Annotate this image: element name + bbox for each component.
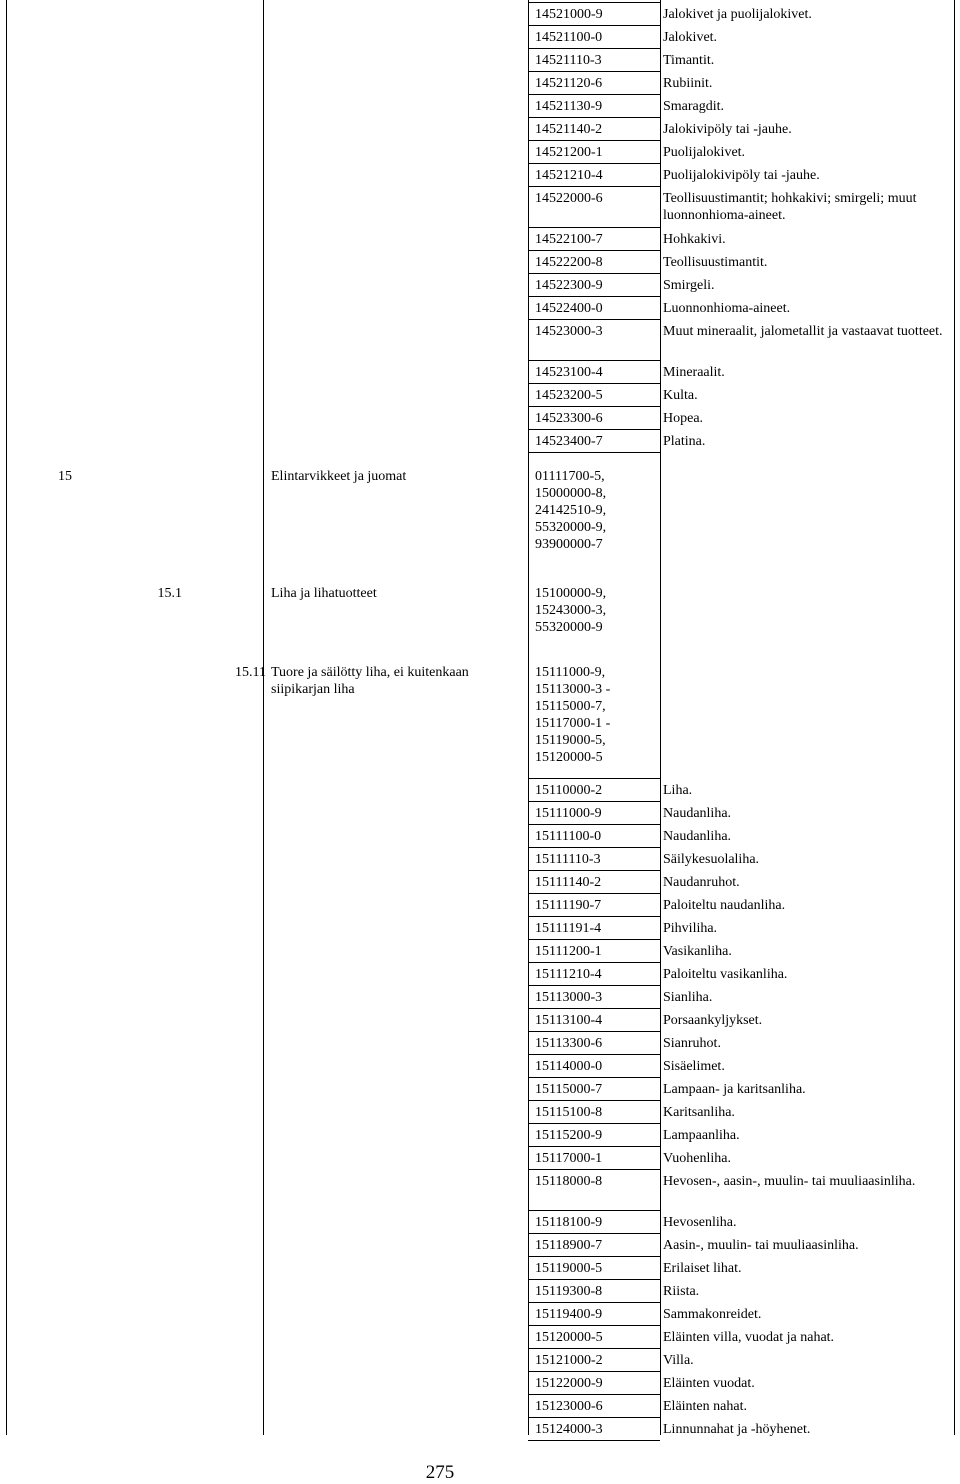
- row-divider: [528, 406, 660, 407]
- row-divider: [528, 916, 660, 917]
- cpv-code: 15114000-0: [535, 1059, 603, 1074]
- cpv-code: 15111100-0: [535, 829, 602, 844]
- cpv-code: 14523200-5: [535, 388, 603, 403]
- cpv-code: 14523000-3: [535, 324, 603, 339]
- cpv-description: Eläinten villa, vuodat ja nahat.: [663, 1330, 835, 1345]
- cpv-description: Villa.: [663, 1353, 694, 1368]
- cpv-code: 15111190-7: [535, 898, 602, 913]
- category-codes: 01111700-5, 15000000-8, 24142510-9, 55320000-9, 93900000-7: [535, 469, 607, 552]
- cpv-description: Smaragdit.: [663, 99, 725, 114]
- row-divider: [528, 962, 660, 963]
- cpv-code: 14521110-3: [535, 53, 602, 68]
- cpv-description: Sammakonreidet.: [663, 1307, 762, 1322]
- row-divider: [528, 250, 660, 251]
- row-divider: [528, 273, 660, 274]
- row-divider: [528, 140, 660, 141]
- row-divider: [528, 1146, 660, 1147]
- cpv-description: Jalokivet.: [663, 30, 718, 45]
- row-divider: [528, 452, 660, 453]
- row-divider: [528, 778, 660, 779]
- cpv-description: Säilykesuolaliha.: [663, 852, 760, 867]
- cpv-description: Puolijalokivipöly tai -jauhe.: [663, 168, 820, 183]
- cpv-code: 15117000-1: [535, 1151, 603, 1166]
- cpv-description: Teollisuustimantit.: [663, 255, 768, 270]
- cpv-description: Hopea.: [663, 411, 704, 426]
- cpv-description: Liha.: [663, 783, 693, 798]
- cpv-description: Teollisuustimantit; hohkakivi; smirgeli; muut luonnonhioma-aineet.: [663, 191, 917, 223]
- cpv-description: Lampaan- ja karitsanliha.: [663, 1082, 806, 1097]
- cpv-description: Timantit.: [663, 53, 715, 68]
- cpv-description: Pihviliha.: [663, 921, 718, 936]
- cpv-description: Puolijalokivet.: [663, 145, 746, 160]
- page-number: 275: [425, 1462, 455, 1483]
- cpv-code: 14522100-7: [535, 232, 603, 247]
- cpv-code: 14521200-1: [535, 145, 603, 160]
- row-divider: [528, 1302, 660, 1303]
- row-divider: [528, 1440, 660, 1441]
- cpv-code: 15113100-4: [535, 1013, 603, 1028]
- cpv-code: 14521140-2: [535, 122, 603, 137]
- cpv-code: 15111210-4: [535, 967, 602, 982]
- cpv-description: Mineraalit.: [663, 365, 725, 380]
- row-divider: [528, 2, 660, 3]
- cpv-description: Naudanliha.: [663, 829, 732, 844]
- cpv-code: 15113000-3: [535, 990, 603, 1005]
- cpv-code: 14523100-4: [535, 365, 603, 380]
- row-divider: [528, 319, 660, 320]
- cpv-code: 14522000-6: [535, 191, 603, 206]
- row-divider: [528, 1256, 660, 1257]
- cpv-code: 15122000-9: [535, 1376, 603, 1391]
- cpv-code: 15119300-8: [535, 1284, 603, 1299]
- row-divider: [528, 1279, 660, 1280]
- cpv-description: Naudanruhot.: [663, 875, 740, 890]
- column-rule: [263, 0, 264, 1435]
- cpv-code: 15118000-8: [535, 1174, 603, 1189]
- column-rule: [6, 0, 7, 1435]
- cpv-code: 14521100-0: [535, 30, 603, 45]
- cpv-code: 15119400-9: [535, 1307, 603, 1322]
- cpv-description: Jalokivet ja puolijalokivet.: [663, 7, 812, 22]
- row-divider: [528, 429, 660, 430]
- column-rule: [528, 0, 529, 1435]
- row-divider: [528, 163, 660, 164]
- cpv-description: Hohkakivi.: [663, 232, 726, 247]
- cpv-code: 15123000-6: [535, 1399, 603, 1414]
- cpv-description: Paloiteltu vasikanliha.: [663, 967, 788, 982]
- cpv-description: Smirgeli.: [663, 278, 715, 293]
- cpv-code: 14522200-8: [535, 255, 603, 270]
- cpv-description: Vasikanliha.: [663, 944, 732, 959]
- category-title: Elintarvikkeet ja juomat: [271, 469, 407, 484]
- cpv-description: Aasin-, muulin- tai muuliaasinliha.: [663, 1238, 859, 1253]
- row-divider: [528, 1077, 660, 1078]
- cpv-code: 15111000-9: [535, 806, 602, 821]
- cpv-code: 15121000-2: [535, 1353, 603, 1368]
- category-title: Tuore ja säilötty liha, ei kuitenkaan siipikarjan liha: [271, 665, 469, 697]
- cpv-code: 14523400-7: [535, 434, 603, 449]
- row-divider: [528, 186, 660, 187]
- cpv-code: 14521210-4: [535, 168, 603, 183]
- row-divider: [528, 94, 660, 95]
- row-divider: [528, 25, 660, 26]
- cpv-description: Linnunnahat ja -höyhenet.: [663, 1422, 811, 1437]
- category-title: Liha ja lihatuotteet: [271, 586, 377, 601]
- row-divider: [528, 1031, 660, 1032]
- cpv-description: Paloiteltu naudanliha.: [663, 898, 786, 913]
- cpv-description: Lampaanliha.: [663, 1128, 740, 1143]
- row-divider: [528, 1348, 660, 1349]
- cpv-code: 15111110-3: [535, 852, 601, 867]
- row-divider: [528, 1417, 660, 1418]
- cpv-code: 14522300-9: [535, 278, 603, 293]
- cpv-description: Muut mineraalit, jalometallit ja vastaavat tuotteet.: [663, 324, 943, 339]
- cpv-code: 15120000-5: [535, 1330, 603, 1345]
- category-number: 15: [58, 469, 72, 484]
- cpv-description: Kulta.: [663, 388, 698, 403]
- cpv-description: Platina.: [663, 434, 706, 449]
- cpv-code: 15110000-2: [535, 783, 603, 798]
- cpv-code: 14521000-9: [535, 7, 603, 22]
- row-divider: [528, 1008, 660, 1009]
- row-divider: [528, 893, 660, 894]
- row-divider: [528, 1325, 660, 1326]
- row-divider: [528, 1054, 660, 1055]
- row-divider: [528, 1233, 660, 1234]
- cpv-description: Luonnonhioma-aineet.: [663, 301, 791, 316]
- row-divider: [528, 1394, 660, 1395]
- row-divider: [528, 1169, 660, 1170]
- cpv-code: 15118100-9: [535, 1215, 603, 1230]
- cpv-code: 15111140-2: [535, 875, 602, 890]
- category-number: 15.1: [157, 586, 182, 601]
- row-divider: [528, 985, 660, 986]
- row-divider: [528, 48, 660, 49]
- cpv-description: Sianruhot.: [663, 1036, 721, 1051]
- cpv-description: Riista.: [663, 1284, 700, 1299]
- cpv-description: Erilaiset lihat.: [663, 1261, 742, 1276]
- cpv-code: 14523300-6: [535, 411, 603, 426]
- row-divider: [528, 227, 660, 228]
- row-divider: [528, 1371, 660, 1372]
- row-divider: [528, 383, 660, 384]
- cpv-description: Hevosen-, aasin-, muulin- tai muuliaasinliha.: [663, 1174, 916, 1189]
- cpv-code: 15115200-9: [535, 1128, 603, 1143]
- cpv-description: Naudanliha.: [663, 806, 732, 821]
- cpv-code: 15113300-6: [535, 1036, 603, 1051]
- row-divider: [528, 1210, 660, 1211]
- row-divider: [528, 801, 660, 802]
- column-rule: [660, 0, 661, 1435]
- row-divider: [528, 870, 660, 871]
- cpv-description: Rubiinit.: [663, 76, 713, 91]
- row-divider: [528, 117, 660, 118]
- cpv-code: 14521120-6: [535, 76, 603, 91]
- cpv-description: Jalokivipöly tai -jauhe.: [663, 122, 792, 137]
- cpv-description: Vuohenliha.: [663, 1151, 731, 1166]
- category-codes: 15111000-9, 15113000-3 - 15115000-7, 15117000-1 - 15119000-5, 15120000-5: [535, 665, 611, 765]
- cpv-code: 15119000-5: [535, 1261, 603, 1276]
- cpv-code: 14521130-9: [535, 99, 603, 114]
- row-divider: [528, 939, 660, 940]
- row-divider: [528, 71, 660, 72]
- cpv-description: Karitsanliha.: [663, 1105, 735, 1120]
- cpv-code: 14522400-0: [535, 301, 603, 316]
- column-rule: [954, 0, 955, 1435]
- cpv-description: Hevosenliha.: [663, 1215, 737, 1230]
- cpv-description: Eläinten nahat.: [663, 1399, 747, 1414]
- cpv-code: 15115000-7: [535, 1082, 603, 1097]
- cpv-description: Sianliha.: [663, 990, 713, 1005]
- row-divider: [528, 1123, 660, 1124]
- category-number: 15.11: [235, 665, 266, 680]
- cpv-description: Eläinten vuodat.: [663, 1376, 755, 1391]
- cpv-code: 15124000-3: [535, 1422, 603, 1437]
- cpv-code: 15111200-1: [535, 944, 602, 959]
- cpv-code: 15111191-4: [535, 921, 602, 936]
- category-codes: 15100000-9, 15243000-3, 55320000-9: [535, 586, 607, 635]
- row-divider: [528, 296, 660, 297]
- row-divider: [528, 1100, 660, 1101]
- cpv-description: Sisäelimet.: [663, 1059, 725, 1074]
- row-divider: [528, 847, 660, 848]
- cpv-code: 15118900-7: [535, 1238, 603, 1253]
- cpv-code: 15115100-8: [535, 1105, 603, 1120]
- cpv-description: Porsaankyljykset.: [663, 1013, 763, 1028]
- row-divider: [528, 824, 660, 825]
- row-divider: [528, 360, 660, 361]
